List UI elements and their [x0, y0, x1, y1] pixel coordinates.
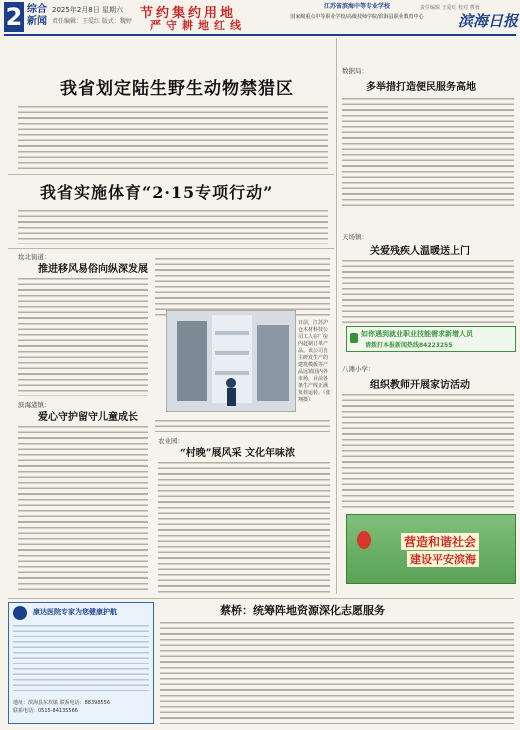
headline-data-bureau[interactable]: 多举措打造便民服务高地	[366, 82, 476, 93]
photo-caption: 日前，江苏沪仓木材科技公司工人在厂房内赶制订单产品。该公司自主研发生产的建筑模板等产品远销国内外市场，目前各条生产线正满负荷运转。（张翔摄）	[298, 320, 331, 403]
hospital-ad[interactable]	[8, 602, 154, 724]
school-ad-line2: 国家级重点中等职业学校/高级技师学院/滨海县职业教育中心	[290, 14, 424, 20]
article-middle-cont	[155, 418, 330, 432]
kicker-agri-park: 农业园：	[158, 437, 184, 445]
hospital-logo-icon	[13, 606, 27, 620]
hospital-ad-address: 地址：滨海县东坎镇 联系电话：88398556	[13, 700, 111, 706]
hospital-ad-title: 康达医院专家为您健康护航	[33, 608, 117, 616]
factory-photo	[166, 310, 296, 412]
masthead-meta: 责任编辑 王爱红 校对 曹蓉	[420, 5, 480, 11]
editors-line: 责任编辑：王爱红 版式：魏婷	[52, 18, 132, 25]
section-bottom: 新闻	[27, 16, 47, 27]
headline-caiqiao[interactable]: 蔡桥：统筹阵地资源深化志愿服务	[220, 604, 385, 617]
factory-illustration	[167, 311, 296, 412]
kicker-data-bureau: 数据局：	[342, 67, 368, 75]
article-caiqiao-body	[160, 620, 514, 724]
headline-sports[interactable]: 我省实施体育“2·15专项行动”	[40, 183, 274, 202]
slogan-line1: 节约集约用地	[140, 6, 237, 21]
phone-icon	[350, 333, 358, 343]
slogan-line2: 严守耕地红线	[150, 19, 246, 32]
header-rule	[4, 34, 516, 36]
lantern-icon	[357, 531, 371, 549]
article-sports-cont	[155, 256, 330, 316]
headline-tianchang[interactable]: 关爱残疾人温暖送上门	[370, 246, 470, 257]
article-tianchang-body	[342, 258, 514, 324]
public-safety-banner	[346, 514, 516, 584]
kicker-tianchang: 天场镇：	[342, 233, 368, 241]
divider	[8, 174, 334, 175]
kicker-batan-school: 八滩小学：	[342, 365, 375, 373]
article-sports-body	[18, 208, 328, 244]
article-agri-park-body	[158, 460, 330, 594]
kicker-kanbei: 坎北街道：	[18, 253, 51, 261]
school-ad[interactable]	[288, 2, 426, 32]
article-wildlife-body	[18, 104, 328, 170]
headline-kanbei[interactable]: 推进移风易俗向纵深发展	[38, 264, 148, 275]
divider	[8, 248, 334, 249]
article-batan-school-body	[342, 392, 514, 510]
kicker-binhai-port: 滨海港镇：	[18, 401, 51, 409]
headline-agri-park[interactable]: “村晚”展风采 文化年味浓	[180, 448, 295, 459]
jobs-ad-phone: 请拨打本报新闻热线84223255	[365, 342, 453, 349]
section-label	[27, 4, 47, 28]
jobs-ad-title: 如你遇到就业职业技能需求新增人员	[361, 330, 473, 338]
column-divider	[336, 38, 337, 594]
divider	[8, 598, 514, 599]
jobs-ad[interactable]	[346, 326, 516, 352]
headline-binhai-port[interactable]: 爱心守护留守儿童成长	[38, 412, 138, 423]
article-kanbei-body	[18, 276, 148, 396]
banner-title: 营造和谐社会	[401, 533, 479, 550]
banner-subtitle: 建设平安滨海	[407, 551, 479, 567]
school-ad-line1: 江苏省滨海中等专业学校	[323, 3, 390, 10]
headline-wildlife[interactable]: 我省划定陆生野生动物禁猎区	[60, 79, 294, 99]
newspaper-logo: 滨海日报	[458, 12, 519, 30]
hospital-ad-body	[13, 623, 149, 695]
article-binhai-port-body	[18, 424, 148, 594]
article-data-bureau-body	[342, 96, 514, 206]
issue-date: 2025年2月8日 星期六	[52, 6, 123, 14]
hospital-ad-phone: 联系电话：0515-84135566	[13, 708, 78, 714]
section-top: 综合	[27, 4, 47, 15]
headline-batan-school[interactable]: 组织教师开展家访活动	[370, 380, 470, 391]
page-number: 2	[5, 3, 23, 31]
